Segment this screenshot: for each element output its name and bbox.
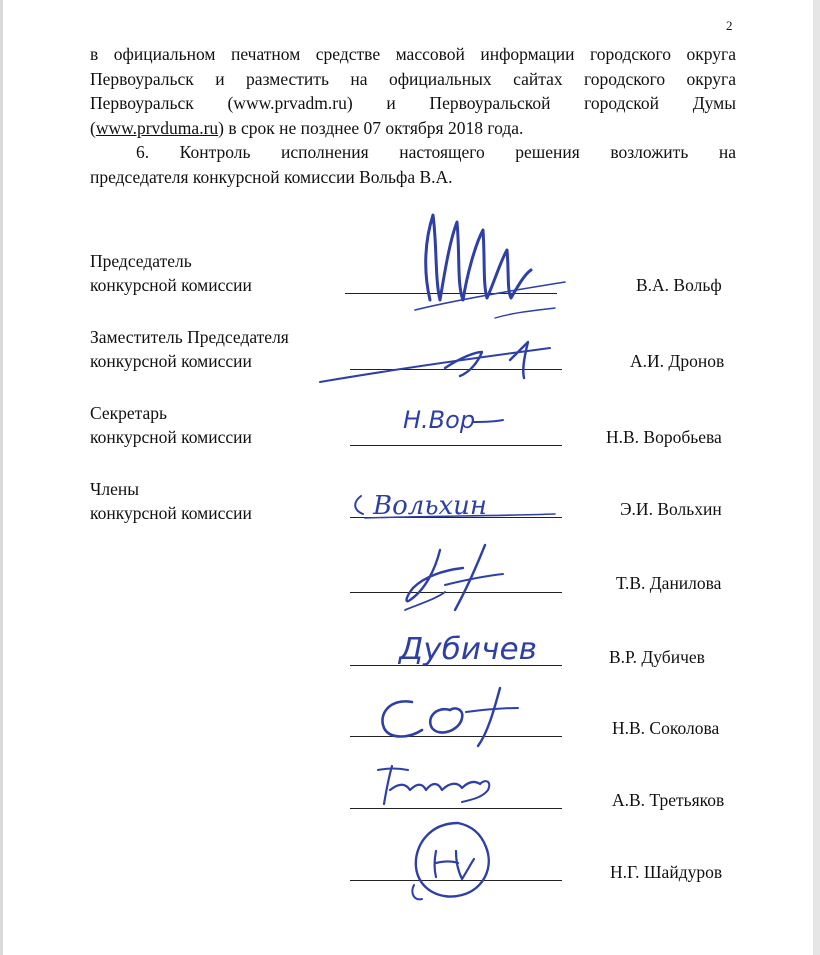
member-signature-sokolova bbox=[370, 680, 550, 750]
svg-text:Вольхин: Вольхин bbox=[373, 491, 488, 521]
member-signature-volkhin bbox=[345, 480, 565, 525]
member-signature-dubichev bbox=[395, 615, 545, 675]
body-line: в официальном печатном средстве массовой информации городского округа bbox=[90, 44, 736, 64]
member-name: Т.В. Данилова bbox=[616, 573, 722, 593]
chair-name: В.А. Вольф bbox=[636, 275, 722, 295]
deadline-text: ) в срок не позднее 07 октября 2018 года. bbox=[218, 117, 524, 138]
body-line: Первоуральск и разместить на официальных сайтах городского округа bbox=[90, 68, 736, 89]
members-title: Члены bbox=[90, 479, 139, 499]
svg-text:Дубичев: Дубичев bbox=[396, 632, 537, 667]
body-line: Первоуральск (www.prvadm.ru) и Первоуральской городской Думы bbox=[90, 93, 736, 113]
chair-signature bbox=[395, 200, 575, 325]
member-name: Н.В. Соколова bbox=[612, 718, 720, 738]
page-edge-shadow-right bbox=[813, 0, 820, 955]
svg-text:Н.Вор: Н.Вор bbox=[403, 406, 476, 434]
secretary-signature bbox=[395, 392, 505, 442]
chair-title: Председатель bbox=[90, 251, 192, 271]
secretary-title: Секретарь bbox=[90, 403, 168, 423]
paren-open: ( bbox=[90, 117, 96, 138]
deputy-subtitle: конкурсной комиссии bbox=[90, 351, 252, 371]
document-body bbox=[90, 42, 736, 189]
member-name: Э.И. Вольхин bbox=[620, 499, 722, 519]
page-number: 2 bbox=[726, 18, 733, 33]
page-edge-shadow bbox=[0, 0, 3, 955]
member-name: В.Р. Дубичев bbox=[609, 647, 705, 667]
body-line bbox=[90, 116, 736, 141]
deputy-signature bbox=[310, 330, 570, 390]
member-signature-tretyakov bbox=[370, 760, 520, 810]
members-subtitle: конкурсной комиссии bbox=[90, 503, 252, 523]
member-name: А.В. Третьяков bbox=[612, 790, 725, 810]
member-signature-danilova bbox=[385, 540, 525, 620]
body-line: 6. Контроль исполнения настоящего решения возложить на bbox=[136, 142, 736, 162]
deputy-name: А.И. Дронов bbox=[630, 351, 725, 371]
secretary-subtitle: конкурсной комиссии bbox=[90, 427, 252, 447]
body-line: председателя конкурсной комиссии Вольфа В.А. bbox=[90, 166, 453, 187]
signature-line bbox=[350, 445, 562, 446]
secretary-name: Н.В. Воробьева bbox=[606, 427, 722, 447]
member-name: Н.Г. Шайдуров bbox=[610, 862, 723, 882]
member-signature-shaydurov bbox=[400, 815, 510, 905]
chair-subtitle: конкурсной комиссии bbox=[90, 275, 252, 295]
deputy-title: Заместитель Председателя bbox=[90, 327, 289, 347]
duma-website-link[interactable]: www.prvduma.ru bbox=[95, 117, 219, 138]
